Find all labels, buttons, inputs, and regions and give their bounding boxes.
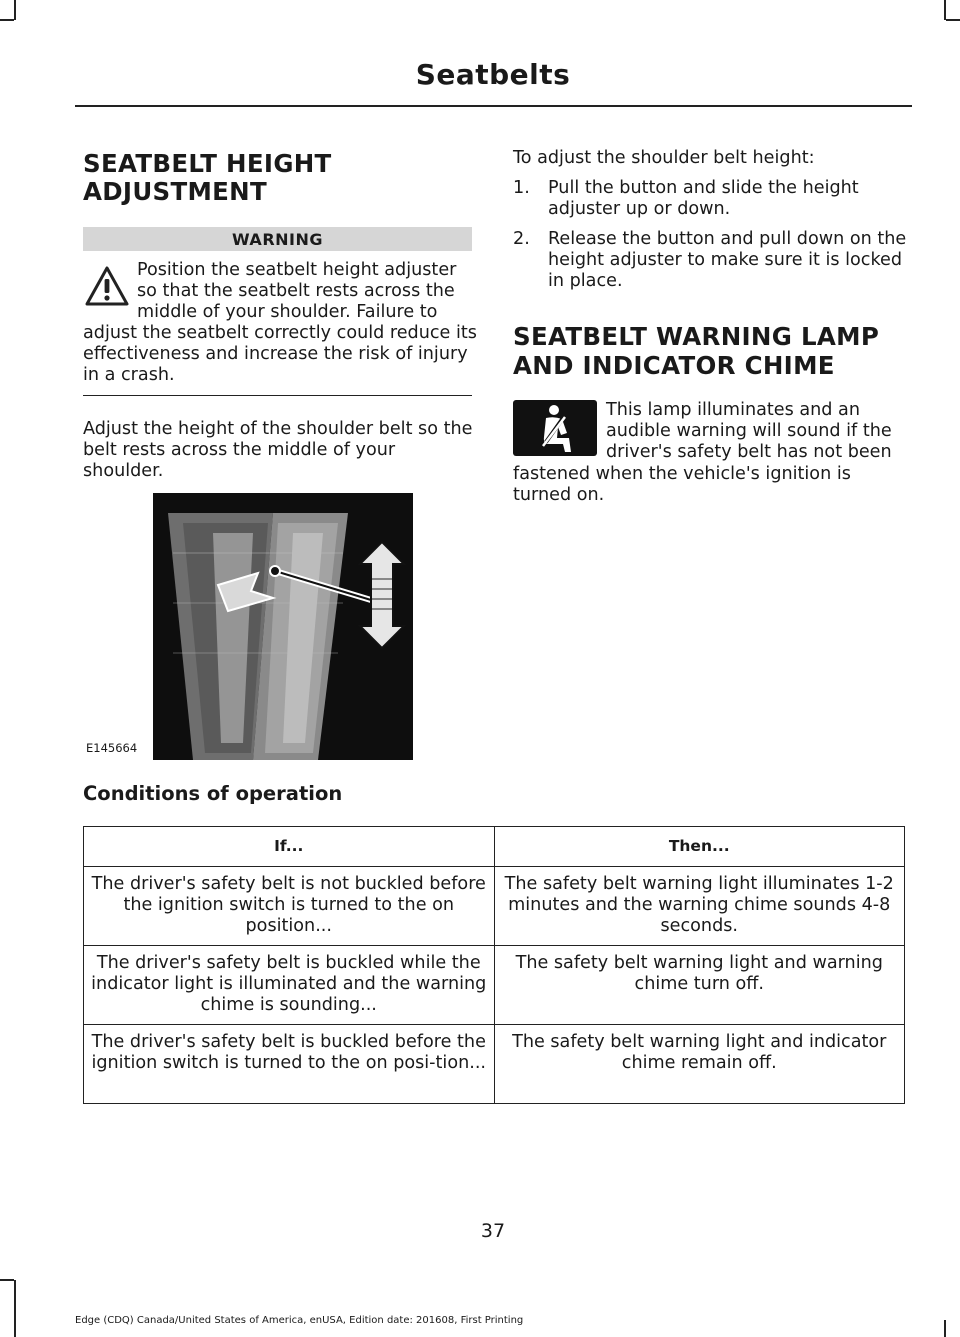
table-cell-then: The safety belt warning light and indicator chime remain off.: [494, 1025, 905, 1104]
lamp-description-part-2: fastened when the vehicle's ignition is turned on.: [513, 464, 851, 505]
page-title: Seatbelts: [415, 58, 571, 91]
seatbelt-photo-illustration: [153, 493, 413, 760]
table-cell-if: The driver's safety belt is buckled before the ignition switch is turned to the on posi-tion...: [84, 1025, 495, 1104]
page-number: 37: [480, 1220, 506, 1242]
column-header-if: If...: [84, 827, 495, 867]
warning-text-part-1: Position the seatbelt height adjuster so that the seatbelt rests across the middle of your shoulder. Failure to: [137, 260, 457, 322]
crop-mark: [0, 1279, 14, 1281]
conditions-heading: Conditions of operation: [83, 782, 343, 805]
step-number: 1.: [513, 178, 530, 198]
step-number: 2.: [513, 229, 530, 249]
step-text: Release the button and pull down on the height adjuster to make sure it is locked in place.: [548, 229, 907, 291]
crop-mark: [14, 0, 16, 20]
warning-divider: [83, 395, 472, 396]
table-cell-then: The safety belt warning light and warning chime turn off.: [494, 946, 905, 1025]
step-text: Pull the button and slide the height adjuster up or down.: [548, 178, 859, 219]
table-cell-if: The driver's safety belt is not buckled before the ignition switch is turned to the on position...: [84, 867, 495, 946]
table-header-row: [84, 827, 905, 867]
section-heading-height-adjustment-line-1: SEATBELT HEIGHT: [83, 149, 332, 178]
crop-mark: [944, 1320, 946, 1337]
column-header-then: Then...: [494, 827, 905, 867]
section-heading-warning-lamp-line-1: SEATBELT WARNING LAMP: [513, 322, 880, 351]
adjust-steps-list: [513, 178, 913, 301]
lamp-description-part-1: This lamp illuminates and an audible warning will sound if the driver's safety belt has not been: [606, 400, 892, 462]
footer-edition-info: Edge (CDQ) Canada/United States of America, enUSA, Edition date: 201608, First Printing: [75, 1315, 524, 1326]
figure-code: E145664: [86, 741, 138, 755]
list-item: [513, 229, 913, 292]
table-cell-if: The driver's safety belt is buckled while the indicator light is illuminated and the warning chime is sounding...: [84, 946, 495, 1025]
table-cell-then: The safety belt warning light illuminates 1-2 minutes and the warning chime sounds 4-8 seconds.: [494, 867, 905, 946]
crop-mark: [14, 1280, 16, 1337]
up-down-arrow-icon: [360, 542, 404, 648]
warning-triangle-icon: [84, 264, 130, 310]
steps-intro: To adjust the shoulder belt height:: [513, 148, 815, 168]
warning-text-part-2: adjust the seatbelt correctly could reduce its effectiveness and increase the risk of injury in a crash.: [83, 323, 477, 385]
table-row: [84, 946, 905, 1025]
header-divider: [75, 105, 912, 107]
height-adjuster-figure: [153, 493, 413, 760]
crop-mark: [946, 19, 960, 21]
list-item: [513, 178, 913, 220]
table-row: [84, 867, 905, 946]
crop-mark: [0, 19, 14, 21]
crop-mark: [944, 0, 946, 20]
seatbelt-warning-lamp-icon: [513, 400, 597, 456]
body-paragraph: Adjust the height of the shoulder belt so the belt rests across the middle of your shoulder.: [83, 419, 473, 481]
warning-label: WARNING: [83, 227, 472, 251]
conditions-table: [83, 826, 905, 1104]
section-heading-height-adjustment-line-2: ADJUSTMENT: [83, 177, 267, 206]
table-row: [84, 1025, 905, 1104]
section-heading-warning-lamp-line-2: AND INDICATOR CHIME: [513, 351, 835, 380]
